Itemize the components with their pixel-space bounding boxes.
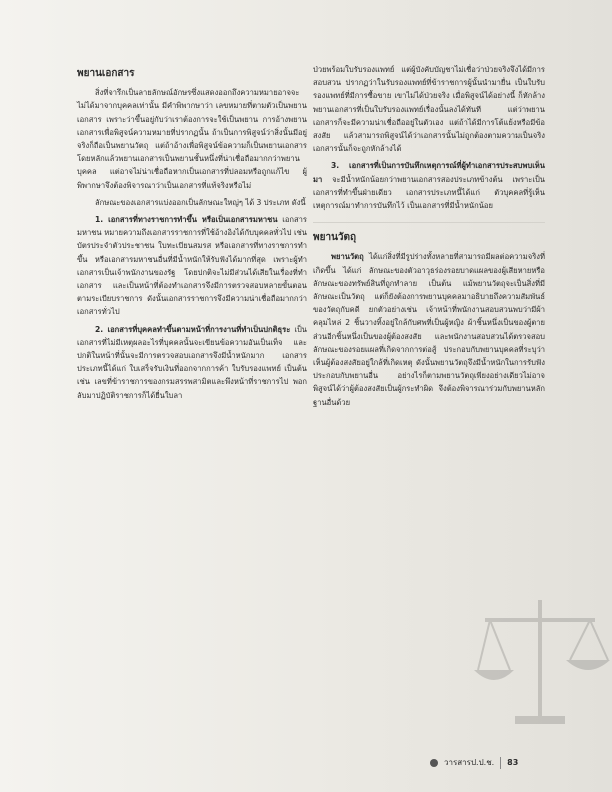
right-column bbox=[313, 63, 545, 413]
item-body: เป็นเอกสารที่ไม่มีเหตุผลอะไรที่บุคคลนั้นจะเขียนข้อความอันเป็นเท็จ และปกติในหน้าที่นั้นจะมีการตรวจสอบเอกสารจึงมีน้ำหนักมาก เอกสารประเภทนี้ได้แก่ ใบเสร็จรับเงินที่ออกจากการค้า ใบรับรองแพทย์ เป็นต้น เช่น เลขที่ข้าราชการของกรมสรรพสามิตและพึงหน้าที่ราชการไป พอกลับมาปฏิบัติราชการก็ได้ยื่นใบลา bbox=[77, 324, 307, 400]
item-lead: พยานวัตถุ bbox=[331, 252, 364, 262]
paragraph: ป่วยพร้อมใบรับรองแพทย์ แต่ผู้บังคับบัญชาไม่เชื่อว่าป่วยจริงจึงได้มีการสอบสวน ปรากฏว่าในรับรองแพทย์ที่ข้าราชการผู้นั้นนำมายื่น เป็นใบรับรองแพทย์ที่มีการซื้อขาย เขาไม่ได้ป่วยจริง เมื่อพิสูจน์ได้อย่างนี้ ก็หักล้างพยานเอกสารที่เป็นใบรับรองแพทย์เรื่องนั้นลงได้ทันที แต่ว่าพยานเอกสารก็จะมีความน่าเชื่อถืออยู่ในตัวเอง แต่ถ้าได้มีการโต้แย้งหรือมีข้อสงสัย แล้วสามารถพิสูจน์ได้ว่าเอกสารนั้นไม่ถูกต้องตามความเป็นจริง เอกสารนั้นก็จะถูกหักล้างได้ bbox=[313, 65, 545, 154]
journal-name: วารสารป.ป.ช. bbox=[444, 758, 495, 767]
paragraph: ลักษณะของเอกสารแบ่งออกเป็นลักษณะใหญ่ๆ ได้ 3 ประเภท ดังนี้ bbox=[95, 197, 306, 207]
paragraph-item-2 bbox=[77, 323, 307, 402]
paragraph-item-1 bbox=[77, 213, 307, 319]
section-heading-physical-evidence: พยานวัตถุ bbox=[313, 222, 545, 244]
paragraph-item-3 bbox=[313, 159, 545, 212]
page-number: 83 bbox=[507, 758, 519, 767]
item-lead: 2. เอกสารที่บุคคลทำขึ้นตามหน้าที่การงานที่ทำเป็นปกติธุระ bbox=[95, 324, 291, 334]
item-lead: 1. เอกสารที่ทางราชการทำขึ้น หรือเป็นเอกสารมหาชน bbox=[95, 215, 278, 225]
footer-divider bbox=[500, 757, 501, 769]
journal-logo-icon bbox=[430, 759, 438, 767]
item-body: ได้แก่สิ่งที่มีรูปร่างทั้งหลายที่สามารถมีผลต่อความจริงที่เกิดขึ้น ได้แก่ ลักษณะของตัวอาวุธร่องรอยบาดแผลของผู้เสียหายหรือลักษณะของทรัพย์สินที่ถูกทำลาย เป็นต้น แม้พยานวัตถุจะเป็นสิ่งที่มีลักษณะเป็นวัตถุ แต่ก็ยังต้องการพยานบุคคลมาอธิบายถึงความสัมพันธ์ของวัตถุกับคดี ยกตัวอย่างเช่น เจ้าหน้าที่พนักงานสอบสวนพบว่ามีผ้าคลุมไหล่ 2 ชิ้นวางทิ้งอยู่ใกล้กับศพที่เป็นผู้หญิง ผ้าชิ้นหนึ่งเป็นของผู้ตาย ส่วนอีกชิ้นหนึ่งเป็นของผู้ต้องสงสัย และพนักงานสอบสวนได้ตรวจสอบลักษณะของรอยแผลที่เกิดจากการต่อสู้ ประกอบกับพยานบุคคลที่ระบุว่าเห็นผู้ต้องสงสัยอยู่ใกล้ที่เกิดเหตุ ดังนั้นพยานวัตถุจึงมีน้ำหนักในการรับฟังประกอบกับพยานอื่น อย่างไรก็ตามพยานวัตถุเพียงอย่างเดียวไม่อาจพิสูจน์ได้ว่าผู้ต้องสงสัยเป็นผู้กระทำผิด จึงต้องพิจารณาร่วมกับพยานหลักฐานอื่นด้วย bbox=[313, 252, 545, 407]
item-body: จะมีน้ำหนักน้อยกว่าพยานเอกสารสองประเภทข้างต้น เพราะเป็นเอกสารที่ทำขึ้นฝ่ายเดียว เอกสารประเภทนี้ได้แก่ ตัวบุคคลที่รู้เห็นเหตุการณ์มาทำการบันทึกไว้ เป็นเอกสารที่มีน้ำหนักน้อย bbox=[313, 174, 545, 211]
item-body: เอกสารมหาชน หมายความถึงเอกสารราชการที่ใช้อ้างอิงได้กับบุคคลทั่วไป เช่น บัตรประจำตัวประชาชน ใบทะเบียนสมรส หรือเอกสารที่ทางราชการทำขึ้น หรือเอกสารมหาชนอื่นที่มีน้ำหนักให้รับฟังได้มากที่สุด เพราะผู้ทำเอกสารเป็นเจ้าพนักงานของรัฐ โดยปกติจะไม่มีส่วนได้เสียในเรื่องที่ทำเอกสาร และเป็นหน้าที่ต้องทำเอกสารจึงมีการตรวจสอบหลายขั้นตอนตามระเบียบราชการ ดังนั้นเอกสารราชการจึงมีความน่าเชื่อถือมากกว่าเอกสารทั่วไป bbox=[77, 215, 307, 317]
paragraph-physical bbox=[313, 250, 545, 408]
section-heading-documentary-evidence: พยานเอกสาร bbox=[77, 68, 135, 79]
item-lead: 3. เอกสารที่เป็นการบันทึกเหตุการณ์ที่ผู้ทำเอกสารประสบพบเห็นมา bbox=[313, 161, 545, 184]
paragraph: สิ่งที่จารึกเป็นลายลักษณ์อักษรซึ่งแสดงออกถึงความหมายอาจจะไม่ได้มาจากบุคคลเท่านั้น มีคำพิพากษาว่า เลขหมายที่ตามตัวเป็นพยานเอกสาร เพราะว่าขึ้นอยู่กับว่าเราต้องการจะใช้เป็นพยาน การอ้างพยานเอกสารเพื่อพิสูจน์ความหมายที่ปรากฏนั้น ถ้าเป็นการพิสูจน์ว่าสิ่งนั้นมีอยู่จริงก็ถือเป็นพยานวัตถุ แต่ถ้าอ้างเพื่อพิสูจน์ข้อความก็เป็นพยานเอกสาร โดยหลักแล้วพยานเอกสารเป็นพยานชั้นหนึ่งที่น่าเชื่อถือมากกว่าพยานบุคคล แต่อาจไม่น่าเชื่อถือหากเป็นเอกสารที่ปลอมหรือถูกแก้ไข ผู้พิพากษาจึงต้องพิจารณาว่าเป็นเอกสารที่แท้จริงหรือไม่ bbox=[77, 88, 307, 190]
scales-of-justice-watermark bbox=[470, 590, 610, 730]
left-column bbox=[77, 63, 307, 406]
page-footer bbox=[430, 756, 518, 769]
